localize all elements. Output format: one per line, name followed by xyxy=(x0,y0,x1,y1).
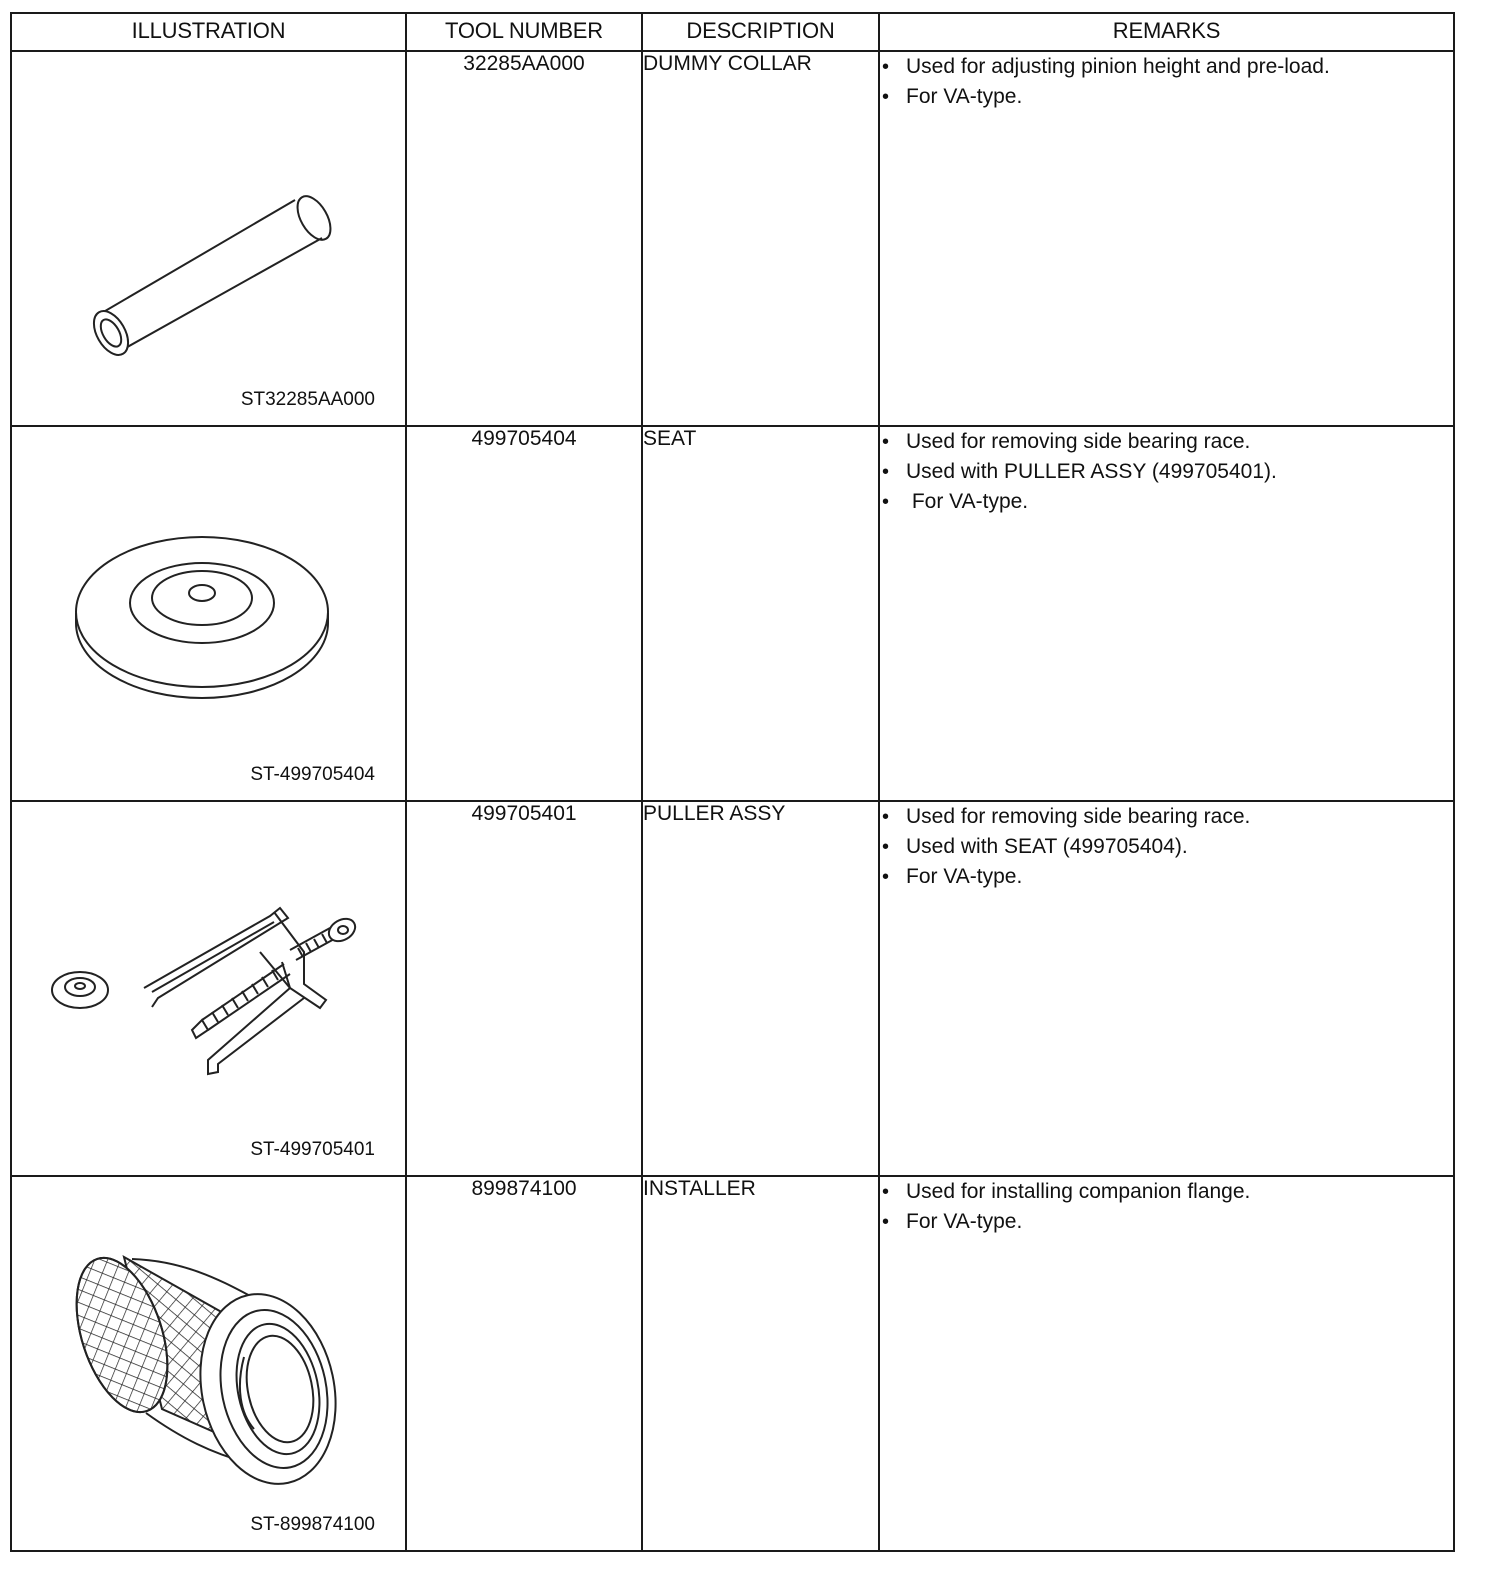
seat-disc-icon xyxy=(12,427,405,757)
illustration-cell xyxy=(11,801,406,1176)
illustration-code: ST-899874100 xyxy=(250,1514,375,1535)
remark-item: • Used with SEAT (499705404). xyxy=(880,832,1453,862)
header-description: DESCRIPTION xyxy=(642,13,879,51)
remark-item: • For VA-type. xyxy=(880,862,1453,892)
illustration-code: ST-499705404 xyxy=(250,764,375,785)
illustration-cell xyxy=(11,1176,406,1551)
header-remarks: REMARKS xyxy=(879,13,1454,51)
table-row xyxy=(11,1176,1454,1551)
description: SEAT xyxy=(642,426,879,801)
illustration-code: ST32285AA000 xyxy=(240,389,375,410)
remarks-cell xyxy=(879,1176,1454,1551)
remark-item: • For VA-type. xyxy=(880,1207,1453,1237)
remark-item: • Used with PULLER ASSY (499705401). xyxy=(880,457,1453,487)
description: PULLER ASSY xyxy=(642,801,879,1176)
remarks-cell xyxy=(879,426,1454,801)
table-row xyxy=(11,426,1454,801)
remark-item: • For VA-type. xyxy=(880,487,1453,517)
remarks-cell xyxy=(879,51,1454,426)
illustration-code: ST-499705401 xyxy=(250,1139,375,1160)
remark-item: • Used for removing side bearing race. xyxy=(880,427,1453,457)
remark-item: • Used for adjusting pinion height and pre-load. xyxy=(880,52,1453,82)
header-tool-number: TOOL NUMBER xyxy=(406,13,642,51)
illustration-cell xyxy=(11,51,406,426)
special-tools-table xyxy=(10,12,1455,1552)
table-row xyxy=(11,801,1454,1176)
illustration-cell xyxy=(11,426,406,801)
dummy-collar-tube-icon xyxy=(12,52,405,382)
tool-number: 499705401 xyxy=(406,801,642,1176)
puller-assy-icon xyxy=(12,802,405,1132)
table-row xyxy=(11,51,1454,426)
remark-item: • Used for removing side bearing race. xyxy=(880,802,1453,832)
remarks-cell xyxy=(879,801,1454,1176)
tool-number: 899874100 xyxy=(406,1176,642,1551)
remark-item: • Used for installing companion flange. xyxy=(880,1177,1453,1207)
remark-item: • For VA-type. xyxy=(880,82,1453,112)
table-header-row xyxy=(11,13,1454,51)
description: DUMMY COLLAR xyxy=(642,51,879,426)
tool-number: 499705404 xyxy=(406,426,642,801)
tool-number: 32285AA000 xyxy=(406,51,642,426)
description: INSTALLER xyxy=(642,1176,879,1551)
header-illustration: ILLUSTRATION xyxy=(11,13,406,51)
installer-sleeve-icon xyxy=(12,1177,405,1507)
